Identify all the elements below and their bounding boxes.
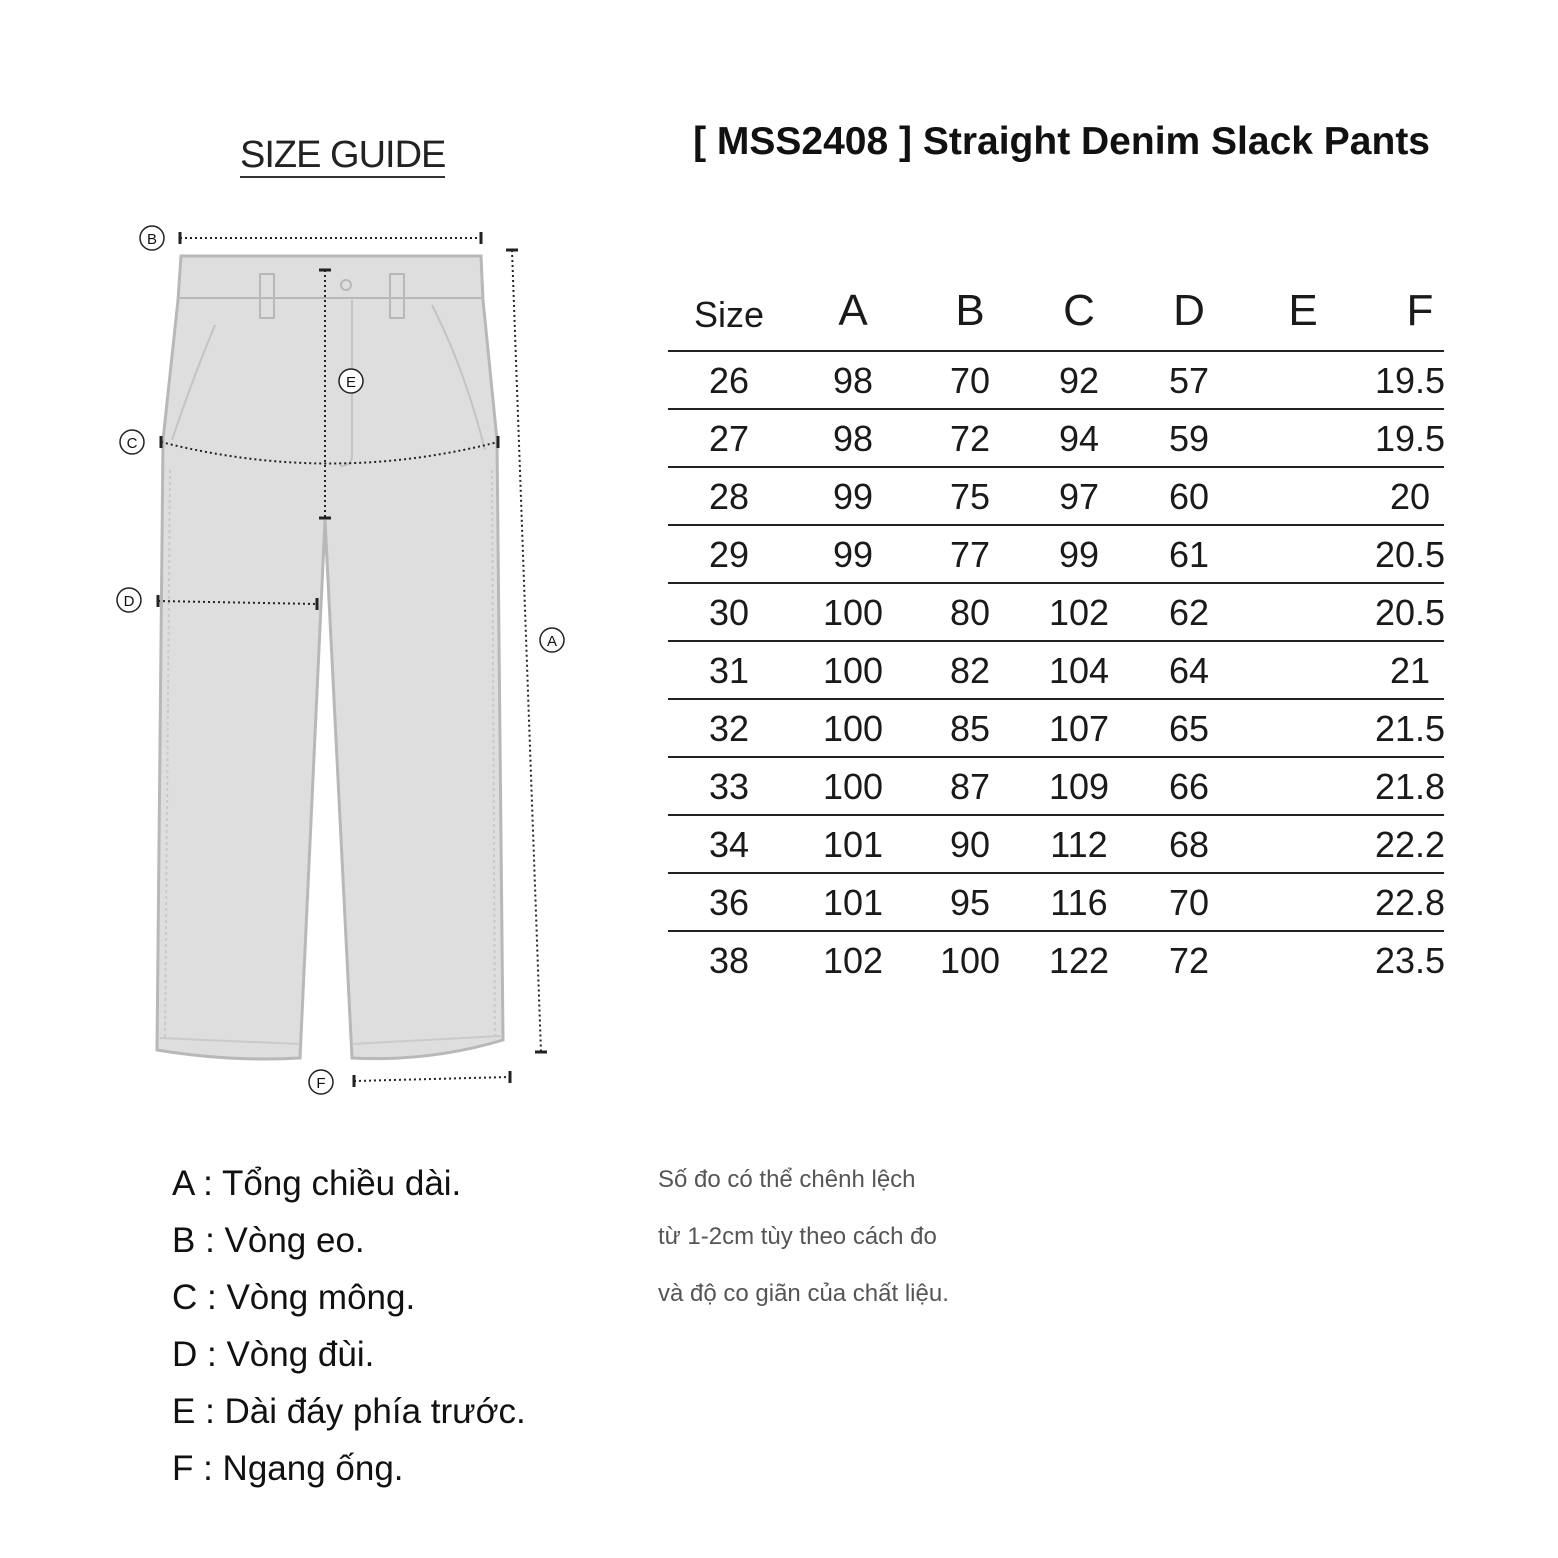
- size-cell: 29: [708, 534, 750, 575]
- header-cell: B: [955, 286, 985, 335]
- table-header-row: [668, 282, 1444, 352]
- measure-cell: 87: [949, 766, 991, 807]
- measure-cell: 94: [1058, 418, 1100, 459]
- measure-cell: 101: [822, 882, 884, 923]
- size-cell: 31: [708, 650, 750, 691]
- measure-cell: 95: [949, 882, 991, 923]
- measure-cell: 100: [822, 592, 884, 633]
- label-b: B: [146, 231, 158, 248]
- measure-cell: 97: [1058, 476, 1100, 517]
- measure-cell: 85: [949, 708, 991, 749]
- pants-diagram: [0, 0, 620, 1120]
- measure-a-length: [506, 250, 564, 1052]
- table-row: [668, 410, 1444, 468]
- measure-cell: 65: [1168, 708, 1210, 749]
- label-d: D: [123, 593, 135, 610]
- measure-cell: 109: [1048, 766, 1110, 807]
- table-row: [668, 816, 1444, 874]
- header-cell: C: [1063, 286, 1095, 335]
- measure-cell: 22.8: [1374, 882, 1446, 923]
- size-cell: 36: [708, 882, 750, 923]
- measurement-legend: [172, 1160, 526, 1502]
- table-row: [668, 642, 1444, 700]
- measure-cell: 102: [1048, 592, 1110, 633]
- size-cell: 33: [708, 766, 750, 807]
- measure-cell: 112: [1050, 824, 1108, 865]
- measure-cell: 70: [949, 360, 991, 401]
- measure-cell: 77: [949, 534, 991, 575]
- measure-cell: 21: [1389, 650, 1431, 691]
- measure-cell: 21.8: [1374, 766, 1446, 807]
- table-row: [668, 874, 1444, 932]
- measure-cell: 19.5: [1374, 360, 1446, 401]
- measure-cell: 100: [822, 650, 884, 691]
- header-cell: A: [838, 286, 868, 335]
- measure-cell: 99: [832, 534, 874, 575]
- measurement-note: [658, 1166, 949, 1337]
- size-cell: 28: [708, 476, 750, 517]
- legend-item: A : Tổng chiều dài.: [172, 1164, 462, 1203]
- measure-cell: 99: [1058, 534, 1100, 575]
- measure-cell: 80: [949, 592, 991, 633]
- table-row: [668, 758, 1444, 816]
- note-line: từ 1-2cm tùy theo cách đo: [658, 1223, 937, 1250]
- label-e: E: [345, 374, 357, 391]
- measure-cell: 98: [832, 418, 874, 459]
- table-row: [668, 352, 1444, 410]
- measure-cell: 72: [1168, 940, 1210, 981]
- measure-cell: 92: [1058, 360, 1100, 401]
- measure-cell: 59: [1168, 418, 1210, 459]
- size-cell: 32: [708, 708, 750, 749]
- measure-cell: 19.5: [1374, 418, 1446, 459]
- size-cell: 26: [708, 360, 750, 401]
- measure-cell: 82: [949, 650, 991, 691]
- measure-cell: 100: [939, 940, 1001, 981]
- label-f: F: [316, 1075, 326, 1092]
- measure-cell: 104: [1048, 650, 1110, 691]
- pants-illustration: [157, 256, 503, 1059]
- size-cell: 27: [708, 418, 750, 459]
- measure-cell: 101: [822, 824, 884, 865]
- measure-cell: 100: [822, 708, 884, 749]
- measure-cell: 60: [1168, 476, 1210, 517]
- product-title: [ MSS2408 ] Straight Denim Slack Pants: [693, 120, 1430, 163]
- table-row: [668, 700, 1444, 758]
- measure-cell: 75: [949, 476, 991, 517]
- measure-cell: 22.2: [1374, 824, 1446, 865]
- measure-cell: 64: [1168, 650, 1210, 691]
- legend-item: B : Vòng eo.: [172, 1221, 365, 1260]
- measure-cell: 90: [949, 824, 991, 865]
- measure-cell: 107: [1048, 708, 1110, 749]
- size-table: [668, 282, 1444, 988]
- legend-item: C : Vòng mông.: [172, 1278, 416, 1317]
- measure-cell: 21.5: [1374, 708, 1446, 749]
- table-row: [668, 932, 1444, 988]
- header-cell: E: [1288, 286, 1318, 335]
- header-cell: D: [1173, 286, 1205, 335]
- measure-b-waist: [140, 226, 481, 250]
- size-cell: 30: [708, 592, 750, 633]
- measure-cell: 61: [1168, 534, 1210, 575]
- measure-cell: 66: [1168, 766, 1210, 807]
- label-c: C: [126, 435, 138, 452]
- measure-cell: 20.5: [1374, 592, 1446, 633]
- note-line: Số đo có thể chênh lệch: [658, 1166, 916, 1193]
- table-row: [668, 526, 1444, 584]
- measure-cell: 99: [832, 476, 874, 517]
- measure-cell: 102: [822, 940, 884, 981]
- measure-cell: 98: [832, 360, 874, 401]
- legend-item: D : Vòng đùi.: [172, 1335, 375, 1374]
- table-row: [668, 468, 1444, 526]
- measure-cell: 70: [1168, 882, 1210, 923]
- measure-cell: 62: [1168, 592, 1210, 633]
- size-cell: 38: [708, 940, 750, 981]
- measure-cell: 68: [1168, 824, 1210, 865]
- measure-cell: 122: [1048, 940, 1110, 981]
- legend-item: E : Dài đáy phía trước.: [172, 1392, 526, 1431]
- table-row: [668, 584, 1444, 642]
- size-guide-title: SIZE GUIDE: [240, 134, 446, 176]
- size-cell: 34: [708, 824, 750, 865]
- label-a: A: [546, 633, 558, 650]
- header-cell: Size: [693, 294, 765, 335]
- legend-item: F : Ngang ống.: [172, 1449, 404, 1488]
- measure-cell: 100: [822, 766, 884, 807]
- measure-cell: 57: [1168, 360, 1210, 401]
- measure-f-leg-opening: [309, 1070, 510, 1094]
- measure-cell: 20: [1389, 476, 1431, 517]
- measure-cell: 23.5: [1374, 940, 1446, 981]
- header-cell: F: [1406, 286, 1434, 335]
- measure-cell: 20.5: [1374, 534, 1446, 575]
- measure-cell: 116: [1050, 882, 1108, 923]
- note-line: và độ co giãn của chất liệu.: [658, 1280, 949, 1307]
- measure-cell: 72: [949, 418, 991, 459]
